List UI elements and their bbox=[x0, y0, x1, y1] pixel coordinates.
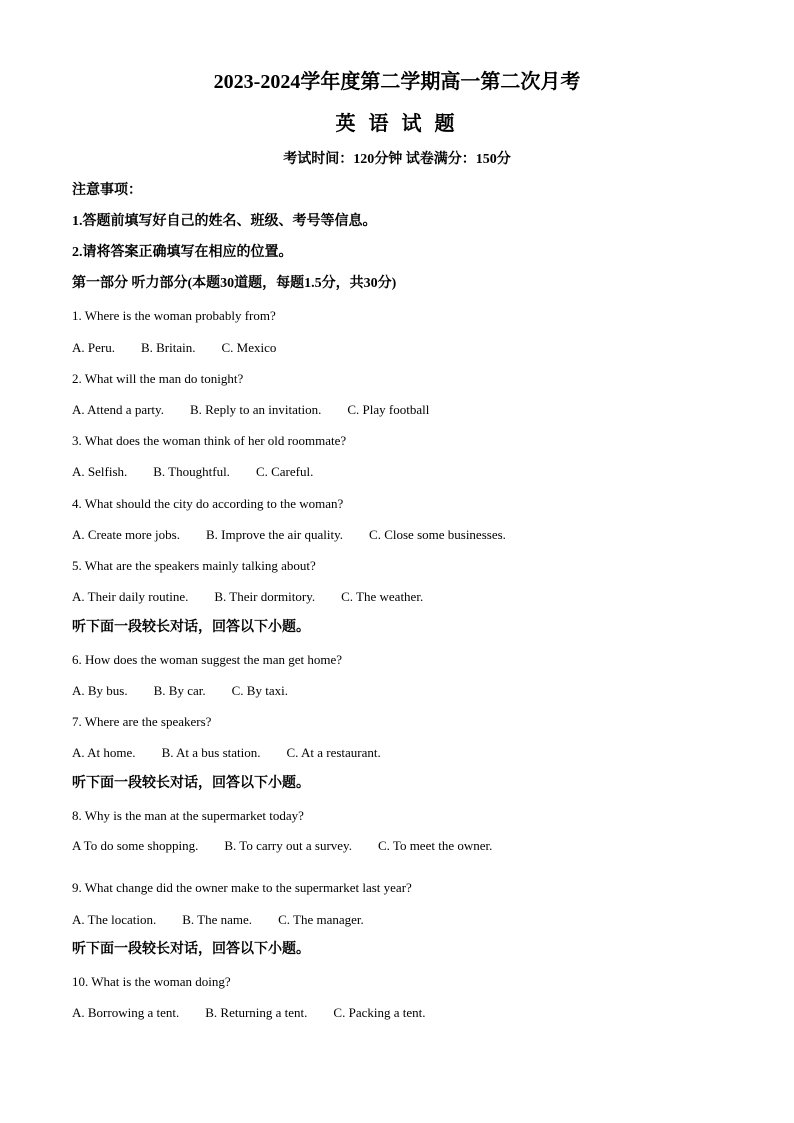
option-c[interactable]: C. By taxi. bbox=[231, 683, 288, 698]
option-b[interactable]: B. Thoughtful. bbox=[153, 464, 230, 479]
option-c[interactable]: C. To meet the owner. bbox=[377, 838, 493, 853]
option-a[interactable]: A. By bus. bbox=[72, 683, 128, 698]
option-row bbox=[72, 588, 423, 606]
option-row bbox=[72, 1004, 426, 1022]
question-text: 6. How does the woman suggest the man get home? bbox=[72, 652, 343, 667]
option-a[interactable]: A. Peru. bbox=[72, 340, 115, 355]
option-c[interactable]: C. The manager. bbox=[278, 912, 364, 927]
option-c[interactable]: C. Mexico bbox=[221, 340, 277, 355]
section-heading: 第一部分 听力部分(本题30道题，每题1.5分，共30分) bbox=[72, 276, 397, 291]
option-c[interactable]: C. Play football bbox=[347, 402, 430, 417]
question-text: 4. What should the city do according to the woman? bbox=[72, 496, 344, 511]
option-b[interactable]: B. At a bus station. bbox=[161, 745, 261, 760]
question-text: 8. Why is the man at the supermarket today? bbox=[72, 808, 304, 823]
option-c[interactable]: C. Careful. bbox=[255, 464, 314, 479]
option-a[interactable]: A To do some shopping. bbox=[72, 838, 199, 853]
option-a[interactable]: A. Attend a party. bbox=[72, 402, 164, 417]
question-text: 1. Where is the woman probably from? bbox=[72, 308, 276, 323]
option-b[interactable]: B. Their dormitory. bbox=[214, 589, 316, 604]
option-c[interactable]: C. Packing a tent. bbox=[333, 1005, 426, 1020]
option-b[interactable]: B. To carry out a survey. bbox=[224, 838, 352, 853]
listening-instruction: 听下面一段较长对话，回答以下小题。 bbox=[72, 776, 310, 791]
option-row bbox=[72, 401, 429, 419]
option-a[interactable]: A. The location. bbox=[72, 912, 157, 927]
option-c[interactable]: C. Close some businesses. bbox=[369, 527, 506, 542]
note-item: 1.答题前填写好自己的姓名、班级、考号等信息。 bbox=[72, 214, 377, 229]
option-a[interactable]: A. At home. bbox=[72, 745, 136, 760]
option-c[interactable]: C. At a restaurant. bbox=[286, 745, 381, 760]
option-b[interactable]: B. By car. bbox=[153, 683, 206, 698]
subject-title: 英 语 试 题 bbox=[335, 113, 459, 135]
option-a[interactable]: A. Selfish. bbox=[72, 464, 128, 479]
option-b[interactable]: B. The name. bbox=[182, 912, 253, 927]
option-c[interactable]: C. The weather. bbox=[341, 589, 424, 604]
question-text: 2. What will the man do tonight? bbox=[72, 371, 244, 386]
option-b[interactable]: B. Reply to an invitation. bbox=[189, 402, 322, 417]
option-a[interactable]: A. Borrowing a tent. bbox=[72, 1005, 180, 1020]
option-row bbox=[72, 526, 506, 544]
option-row bbox=[72, 911, 364, 929]
option-row bbox=[72, 682, 288, 700]
question-text: 9. What change did the owner make to the supermarket last year? bbox=[72, 880, 412, 895]
question-text: 5. What are the speakers mainly talking about? bbox=[72, 558, 316, 573]
listening-instruction: 听下面一段较长对话，回答以下小题。 bbox=[72, 620, 310, 635]
question-text: 3. What does the woman think of her old roommate? bbox=[72, 433, 347, 448]
option-row bbox=[72, 339, 276, 357]
note-item: 2.请将答案正确填写在相应的位置。 bbox=[72, 245, 293, 260]
listening-instruction: 听下面一段较长对话，回答以下小题。 bbox=[72, 942, 310, 957]
option-a[interactable]: A. Create more jobs. bbox=[72, 527, 180, 542]
option-row bbox=[72, 744, 381, 762]
option-row bbox=[72, 837, 492, 855]
exam-title: 2023-2024学年度第二学期高一第二次月考 bbox=[213, 71, 581, 93]
option-b[interactable]: B. Returning a tent. bbox=[205, 1005, 308, 1020]
option-b[interactable]: B. Improve the air quality. bbox=[205, 527, 344, 542]
notes-heading: 注意事项： bbox=[72, 183, 142, 198]
exam-info: 考试时间：120分钟 试卷满分：150分 bbox=[283, 152, 511, 167]
question-text: 10. What is the woman doing? bbox=[72, 974, 231, 989]
option-row bbox=[72, 463, 313, 481]
option-b[interactable]: B. Britain. bbox=[140, 340, 196, 355]
option-a[interactable]: A. Their daily routine. bbox=[72, 589, 189, 604]
question-text: 7. Where are the speakers? bbox=[72, 714, 212, 729]
